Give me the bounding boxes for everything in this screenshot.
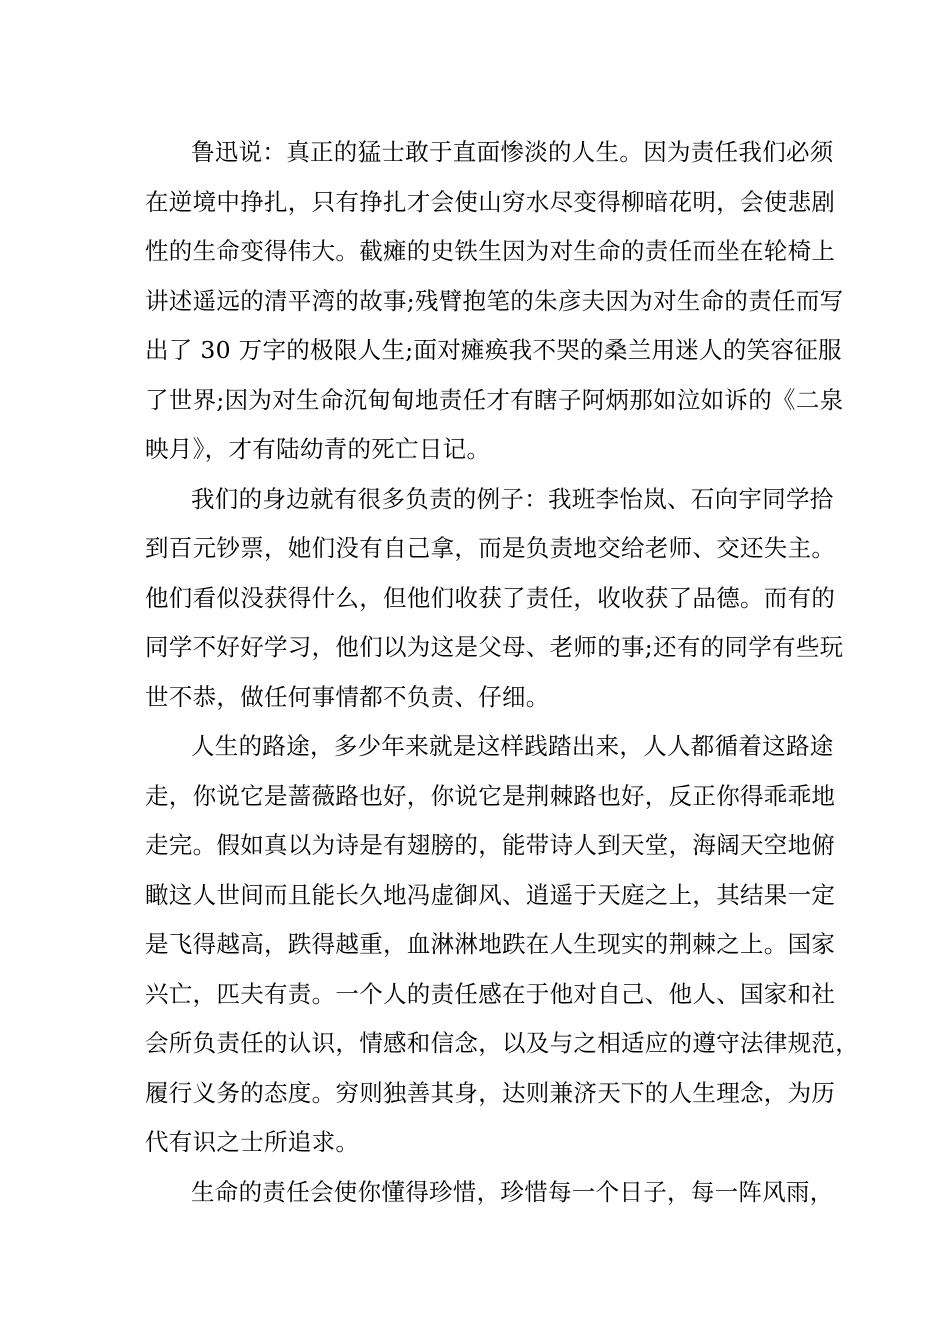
text-line: 是飞得越高，跌得越重，血淋淋地跌在人生现实的荆棘之上。国家 [145, 930, 836, 958]
text-line: 世不恭，做任何事情都不负责、仔细。 [145, 682, 550, 711]
text-line: 映月》，才有陆幼青的死亡日记。 [145, 435, 491, 463]
text-line: 瞰这人世间而且能长久地冯虚御风、逍遥于天庭之上，其结果一定 [145, 880, 836, 909]
text-line: 性的生命变得伟大。截瘫的史铁生因为对生命的责任而坐在轮椅上 [145, 237, 836, 265]
text-line: 我们的身边就有很多负责的例子：我班李怡岚、石向宇同学拾 [191, 484, 834, 513]
text-line: 鲁迅说：真正的猛士敢于直面惨淡的人生。因为责任我们必须 [191, 138, 834, 166]
text-line: 在逆境中挣扎，只有挣扎才会使山穷水尽变得柳暗花明，会使悲剧 [145, 187, 836, 216]
paragraph-4 [145, 1168, 835, 1218]
paragraph-3 [145, 722, 859, 1168]
text-line: 了世界;因为对生命沉甸甸地责任才有瞎子阿炳那如泣如诉的《二泉 [145, 385, 844, 414]
text-line: 生命的责任会使你懂得珍惜，珍惜每一个日子，每一阵风雨， [191, 1177, 834, 1206]
text-line: 他们看似没获得什么，但他们收获了责任，收收获了品德。而有的 [145, 583, 836, 612]
text-line: 履行义务的态度。穷则独善其身，达则兼济天下的人生理念，为历 [145, 1078, 836, 1107]
text-line: 讲述遥远的清平湾的故事;残臂抱笔的朱彦夫因为对生命的责任而写 [145, 286, 844, 315]
text-line: 同学不好好学习，他们以为这是父母、老师的事;还有的同学有些玩 [145, 633, 844, 661]
text-line: 到百元钞票，她们没有自己拿，而是负责地交给老师、交还失主。 [145, 534, 836, 562]
document-body [145, 128, 859, 1217]
text-line: 会所负责任的认识，情感和信念，以及与之相适应的遵守法律规范， [145, 1029, 859, 1057]
text-line: 兴亡，匹夫有责。一个人的责任感在于他对自己、他人、国家和社 [145, 979, 836, 1008]
text-line: 走，你说它是蔷薇路也好，你说它是荆棘路也好，反正你得乖乖地 [145, 781, 836, 810]
text-line: 代有识之士所追求。 [145, 1128, 360, 1156]
text-line: 出了 30 万字的极限人生;面对瘫痪我不哭的桑兰用迷人的笑容征服 [145, 336, 842, 364]
paragraph-2 [145, 475, 844, 723]
paragraph-1 [145, 128, 844, 475]
text-line: 走完。假如真以为诗是有翅膀的，能带诗人到天堂，海阔天空地俯 [145, 831, 836, 859]
text-line: 人生的路途，多少年来就是这样践踏出来，人人都循着这路途 [191, 732, 834, 760]
